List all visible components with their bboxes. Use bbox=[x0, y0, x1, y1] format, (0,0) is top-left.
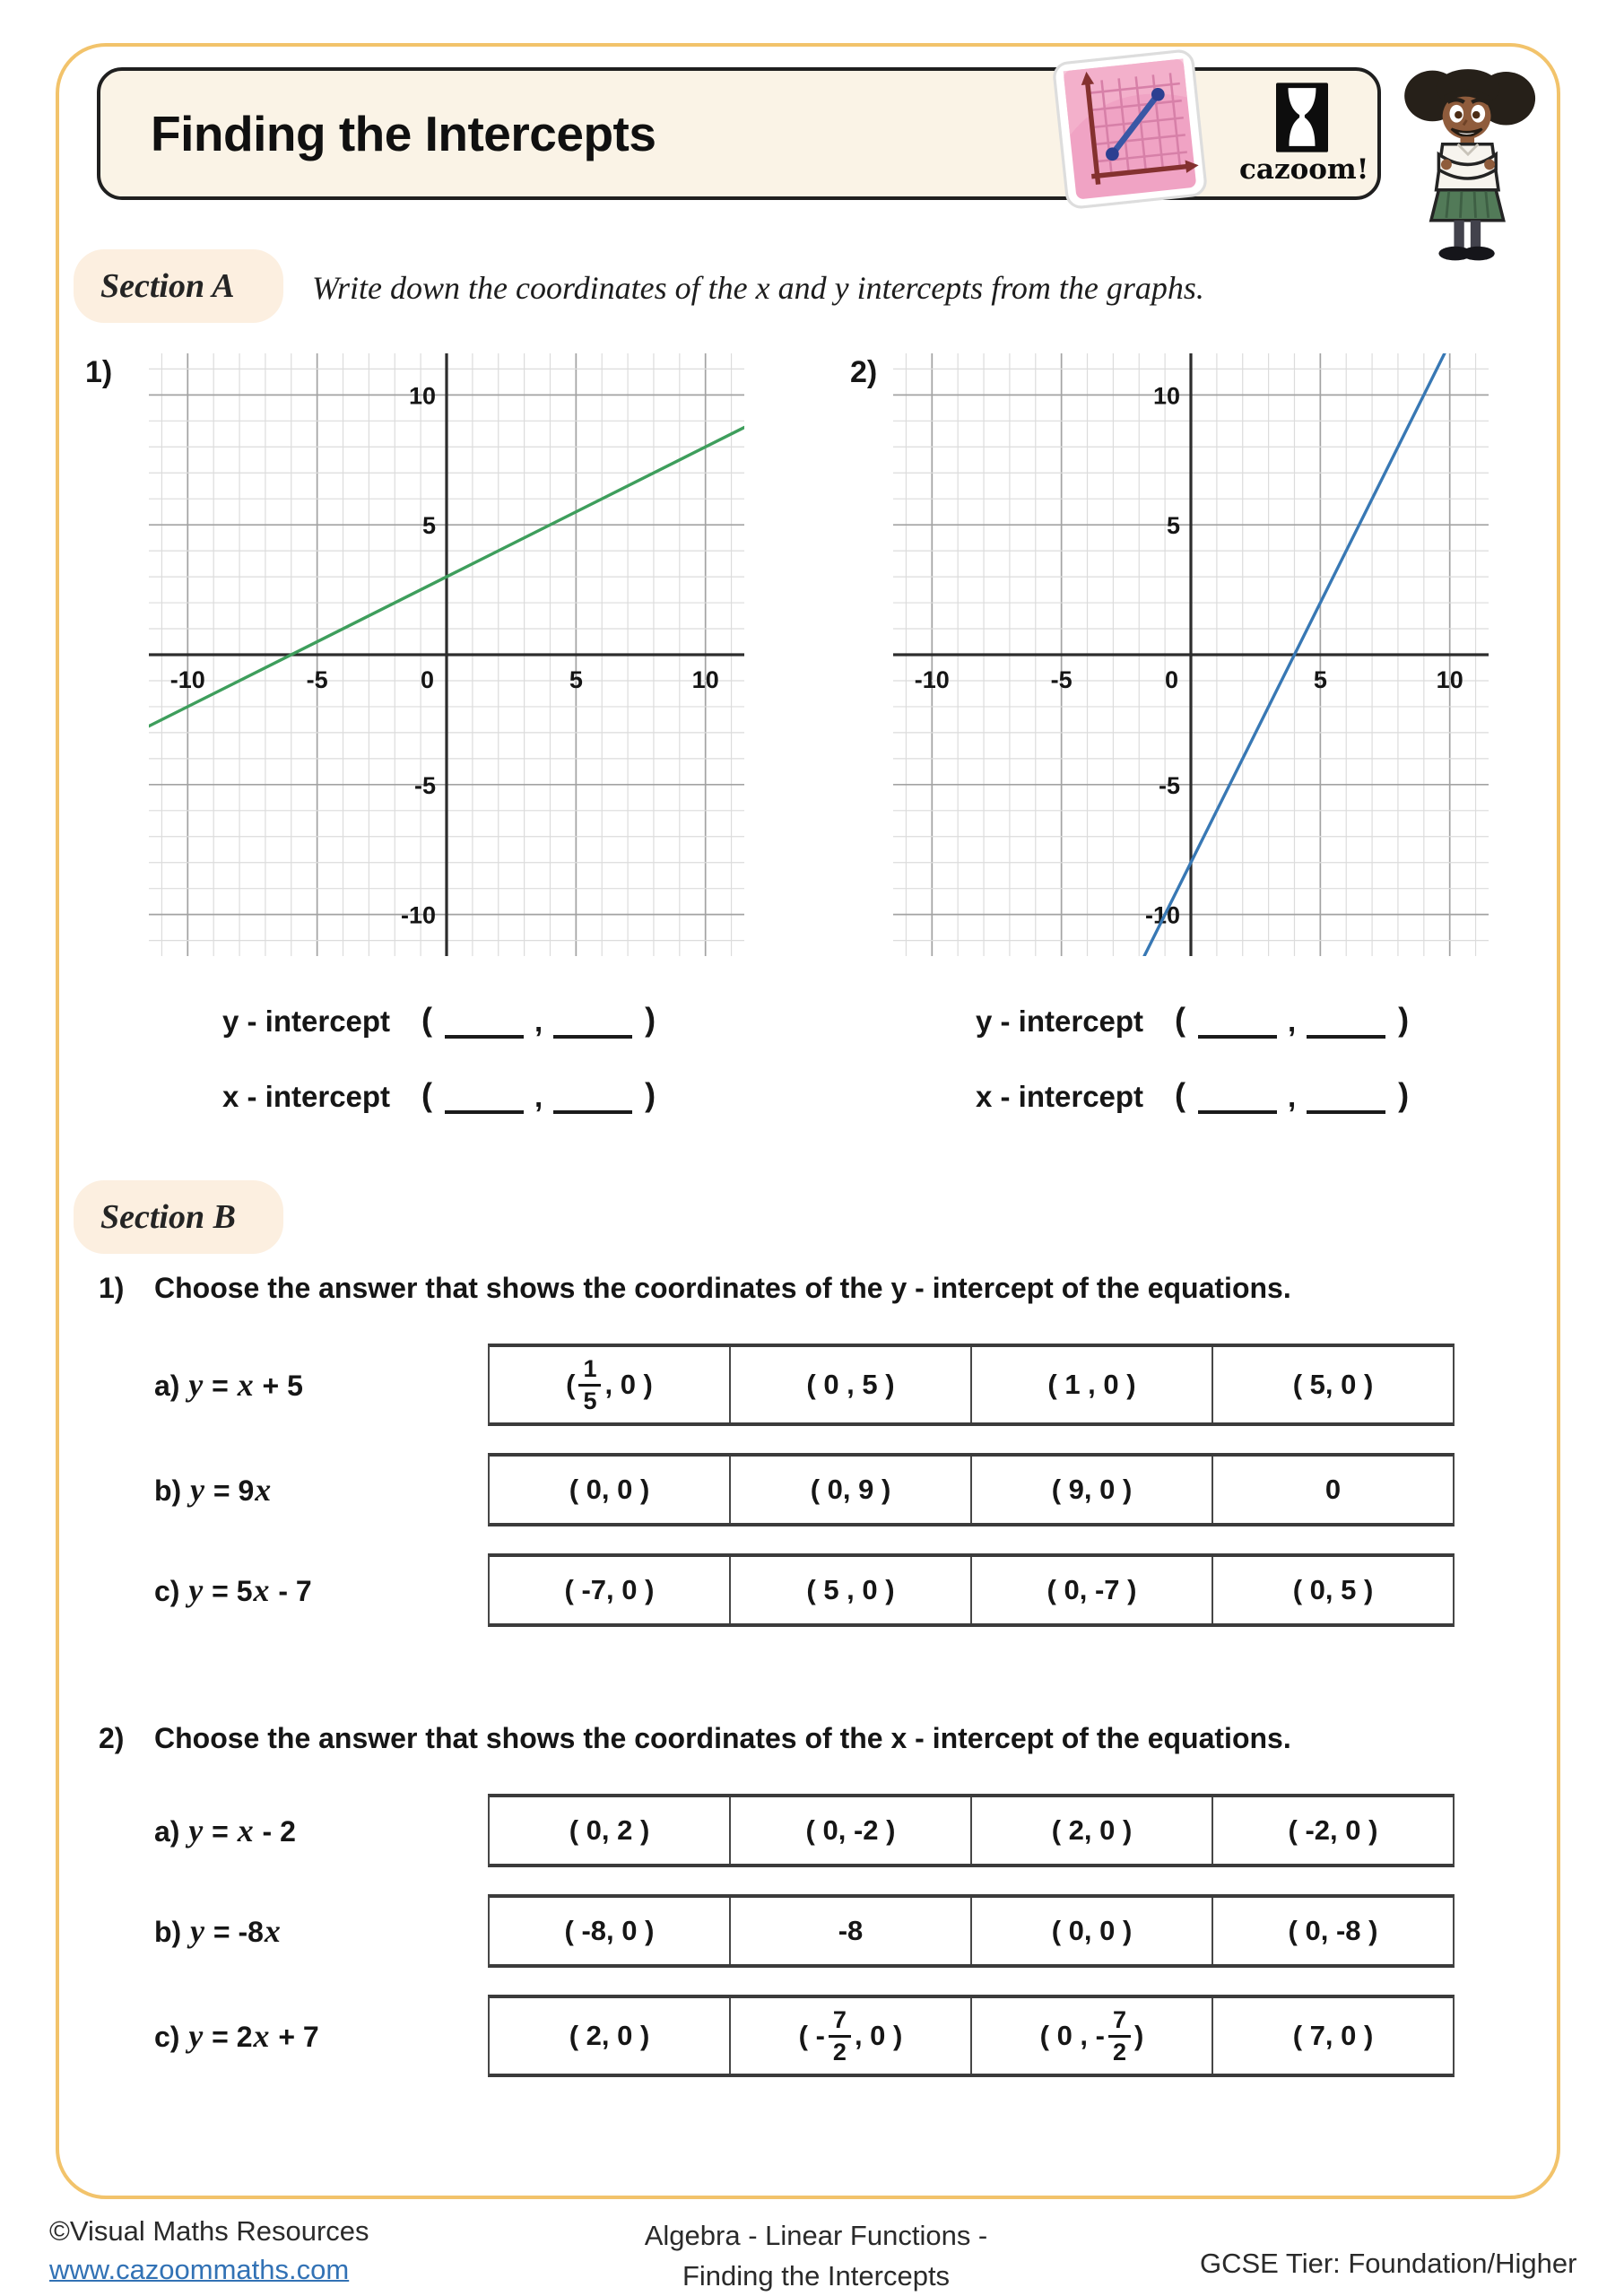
question-1-prompt bbox=[99, 1270, 1455, 1306]
comma: , bbox=[534, 1080, 543, 1113]
equation-variable: x bbox=[264, 1913, 281, 1949]
equation-variable: x bbox=[255, 1472, 272, 1508]
website-link[interactable]: www.cazoommaths.com bbox=[49, 2254, 350, 2285]
fraction: $\frac{1}{5}$ bbox=[578, 1357, 601, 1413]
answer-blank[interactable] bbox=[553, 1080, 632, 1114]
close-paren: ) bbox=[645, 1076, 656, 1113]
question-text: Choose the answer that shows the coordinates of the y - intercept of the equations. bbox=[154, 1272, 1291, 1304]
close-paren: ) bbox=[1398, 1001, 1410, 1038]
equation-variable: y bbox=[188, 1367, 204, 1403]
y-intercept-label: y - intercept bbox=[976, 1004, 1144, 1038]
question-1 bbox=[99, 1270, 1455, 1654]
svg-text:10: 10 bbox=[1436, 666, 1463, 693]
equation-variable: x bbox=[237, 1813, 254, 1848]
section-b-label: Section B bbox=[74, 1180, 283, 1254]
question-2-prompt bbox=[99, 1720, 1455, 1756]
x-intercept-label: x - intercept bbox=[976, 1080, 1144, 1113]
options-table bbox=[488, 1794, 1455, 1867]
equation-variable: y bbox=[190, 1913, 204, 1949]
cazoom-logo-text: cazoom! bbox=[1239, 153, 1369, 186]
answer-blank[interactable] bbox=[1307, 1080, 1385, 1114]
svg-text:0: 0 bbox=[420, 666, 434, 693]
section-a-instruction: Write down the coordinates of the x and y intercepts from the graphs. bbox=[312, 270, 1204, 306]
graph-2-number: 2) bbox=[850, 355, 878, 389]
option-cell[interactable]: ( 0, 0 ) bbox=[970, 1898, 1211, 1964]
option-cell[interactable]: ( -8, 0 ) bbox=[564, 1915, 655, 1946]
student-character-illustration bbox=[1392, 61, 1544, 265]
option-cell[interactable]: ( 5, 0 ) bbox=[1211, 1347, 1453, 1422]
equation-variable: y bbox=[190, 1472, 204, 1508]
svg-text:5: 5 bbox=[1166, 512, 1180, 540]
fraction: $\frac{7}{2}$ bbox=[1108, 2008, 1131, 2065]
equation-variable: y bbox=[188, 1813, 204, 1848]
comma: , bbox=[1288, 1004, 1297, 1038]
equation-label: a) y = x - 2 bbox=[154, 1813, 296, 1848]
svg-text:10: 10 bbox=[1152, 382, 1180, 410]
question-1-rows bbox=[154, 1344, 1455, 1627]
open-paren: ( bbox=[1175, 1076, 1185, 1113]
answer-blank[interactable] bbox=[1307, 1004, 1385, 1039]
svg-text:-10: -10 bbox=[400, 901, 436, 929]
question-number: 1) bbox=[99, 1272, 125, 1304]
option-cell[interactable]: ( 0, 2 ) bbox=[569, 1814, 650, 1846]
equation-variable: x bbox=[237, 1367, 254, 1403]
close-paren: ) bbox=[645, 1001, 656, 1038]
question-row bbox=[154, 1794, 1455, 1867]
y-intercept-label: y - intercept bbox=[222, 1004, 391, 1038]
question-2 bbox=[99, 1720, 1455, 2104]
x-intercept-label: x - intercept bbox=[222, 1080, 391, 1113]
option-cell[interactable]: ( 7, 0 ) bbox=[1211, 1998, 1453, 2074]
equation-label: b) y = -8x bbox=[154, 1913, 281, 1949]
option-cell[interactable]: ( 0, -8 ) bbox=[1211, 1898, 1453, 1964]
option-cell[interactable]: ( -7, 0 ) bbox=[564, 1574, 655, 1605]
subject-line-2: Finding the Intercepts bbox=[682, 2260, 951, 2292]
options-table bbox=[488, 1995, 1455, 2077]
equation-variable: x bbox=[253, 2018, 270, 2054]
svg-text:-5: -5 bbox=[1050, 666, 1073, 693]
option-cell[interactable]: ( 0 , - $\frac{7}{2}$ ) bbox=[970, 1998, 1211, 2074]
answer-blank[interactable] bbox=[553, 1004, 632, 1039]
x-intercept-answer-row bbox=[222, 1062, 659, 1114]
svg-text:-10: -10 bbox=[914, 666, 950, 693]
footer-left bbox=[49, 2215, 369, 2286]
y-intercept-answer-row bbox=[976, 987, 1412, 1039]
option-cell[interactable]: ( 9, 0 ) bbox=[970, 1457, 1211, 1523]
question-text: Choose the answer that shows the coordinates of the x - intercept of the equations. bbox=[154, 1722, 1291, 1754]
option-cell[interactable]: ( 1 , 0 ) bbox=[970, 1347, 1211, 1422]
graph-1-plot bbox=[149, 353, 744, 956]
svg-text:-5: -5 bbox=[413, 771, 436, 799]
footer-tier: GCSE Tier: Foundation/Higher bbox=[1200, 2248, 1577, 2279]
options-table bbox=[488, 1453, 1455, 1526]
question-number: 2) bbox=[99, 1722, 125, 1754]
subject-line-1: Algebra - Linear Functions - bbox=[644, 2220, 988, 2251]
graph-2-plot bbox=[893, 353, 1489, 956]
options-table bbox=[488, 1894, 1455, 1968]
svg-text:5: 5 bbox=[1313, 666, 1327, 693]
graph-2-answers bbox=[976, 987, 1412, 1137]
question-row bbox=[154, 1453, 1455, 1526]
option-cell[interactable]: ( 0, 9 ) bbox=[729, 1457, 970, 1523]
option-cell[interactable]: ( 2, 0 ) bbox=[970, 1797, 1211, 1864]
graph-1-number: 1) bbox=[85, 355, 113, 389]
equation-label: c) y = 5x - 7 bbox=[154, 1572, 312, 1608]
option-cell[interactable]: ( 0, 0 ) bbox=[569, 1474, 650, 1505]
svg-text:0: 0 bbox=[1164, 666, 1178, 693]
question-row bbox=[154, 1995, 1455, 2077]
section-a-label: Section A bbox=[74, 249, 283, 323]
option-cell[interactable]: ( 2, 0 ) bbox=[569, 2020, 650, 2051]
question-row bbox=[154, 1553, 1455, 1627]
close-paren: ) bbox=[1398, 1076, 1410, 1113]
graph-sticker-icon bbox=[1051, 47, 1210, 212]
cazoom-logo bbox=[1239, 83, 1369, 186]
option-cell[interactable]: ( 0, -7 ) bbox=[970, 1557, 1211, 1623]
open-paren: ( bbox=[1175, 1001, 1185, 1038]
option-cell[interactable]: ( - $\frac{7}{2}$ , 0 ) bbox=[729, 1998, 970, 2074]
fraction: $\frac{7}{2}$ bbox=[829, 2008, 851, 2065]
equation-label: b) y = 9x bbox=[154, 1472, 272, 1508]
svg-text:-5: -5 bbox=[1158, 771, 1180, 799]
cazoom-drum-icon bbox=[1276, 83, 1328, 152]
option-cell[interactable]: ( 5 , 0 ) bbox=[729, 1557, 970, 1623]
option-cell[interactable]: ( 0, -2 ) bbox=[729, 1797, 970, 1864]
footer-center bbox=[574, 2215, 1058, 2296]
open-paren: ( bbox=[421, 1001, 432, 1038]
svg-text:10: 10 bbox=[691, 666, 719, 693]
copyright-text: ©Visual Maths Resources bbox=[49, 2215, 369, 2247]
equation-label: c) y = 2x + 7 bbox=[154, 2018, 319, 2054]
question-row bbox=[154, 1344, 1455, 1426]
comma: , bbox=[1288, 1080, 1297, 1113]
option-cell[interactable]: ( 0 , 5 ) bbox=[729, 1347, 970, 1422]
question-2-rows bbox=[154, 1794, 1455, 2077]
open-paren: ( bbox=[421, 1076, 432, 1113]
answer-blank[interactable] bbox=[1198, 1080, 1277, 1114]
equation-variable: y bbox=[188, 1572, 204, 1608]
comma: , bbox=[534, 1004, 543, 1038]
option-cell[interactable]: ( -2, 0 ) bbox=[1211, 1797, 1453, 1864]
y-intercept-answer-row bbox=[222, 987, 659, 1039]
answer-blank[interactable] bbox=[445, 1004, 524, 1039]
option-cell[interactable]: 0 bbox=[1211, 1457, 1453, 1523]
option-cell[interactable]: -8 bbox=[729, 1898, 970, 1964]
answer-blank[interactable] bbox=[1198, 1004, 1277, 1039]
options-table bbox=[488, 1344, 1455, 1426]
graph-1-answers bbox=[222, 987, 659, 1137]
svg-text:-10: -10 bbox=[169, 666, 205, 693]
x-intercept-answer-row bbox=[976, 1062, 1412, 1114]
options-table bbox=[488, 1553, 1455, 1627]
equation-variable: x bbox=[253, 1572, 270, 1608]
svg-text:-5: -5 bbox=[306, 666, 328, 693]
page-title: Finding the Intercepts bbox=[151, 106, 656, 161]
svg-text:5: 5 bbox=[421, 512, 436, 540]
option-cell[interactable]: ( 0, 5 ) bbox=[1211, 1557, 1453, 1623]
svg-text:5: 5 bbox=[569, 666, 583, 693]
option-cell[interactable]: ( $\frac{1}{5}$ , 0 ) bbox=[566, 1354, 653, 1414]
question-row bbox=[154, 1894, 1455, 1968]
axes bbox=[149, 353, 744, 956]
answer-blank[interactable] bbox=[445, 1080, 524, 1114]
svg-text:-10: -10 bbox=[1144, 901, 1180, 929]
svg-text:10: 10 bbox=[408, 382, 436, 410]
equation-variable: y bbox=[188, 2018, 204, 2054]
equation-label: a) y = x + 5 bbox=[154, 1367, 303, 1403]
